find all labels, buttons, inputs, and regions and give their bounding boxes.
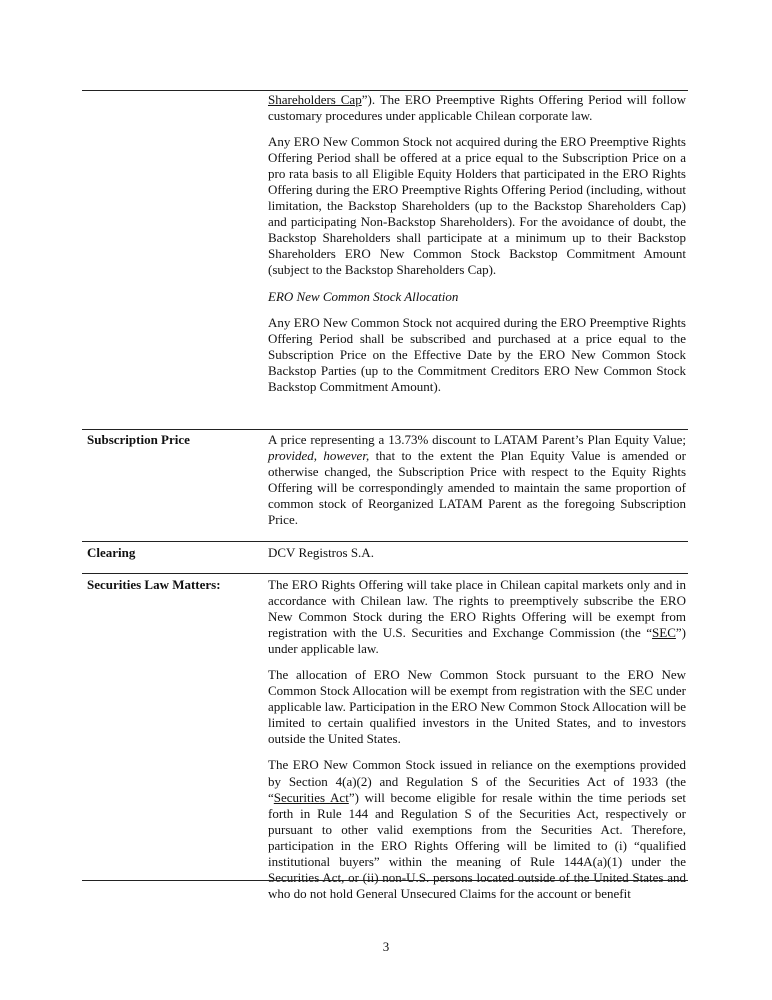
defined-term-sec: SEC [652, 625, 676, 641]
subheading-allocation: ERO New Common Stock Allocation [268, 288, 459, 304]
continuation-paragraph-3: Any ERO New Common Stock not acquired during the ERO Preemptive Rights Offering Period shall be subscribed and purchased at a price equal to the Subscription Price on the Effective Date by the ERO New Common Stock Backstop Parties (up to the Commitment Creditors ERO New Common Stock Backstop Commitment Amount). [268, 314, 686, 394]
label-securities-law-matters: Securities Law Matters: [87, 577, 221, 592]
table-rule-bottom [82, 880, 688, 881]
table-rule-subscription [82, 429, 688, 430]
page-number: 3 [382, 939, 390, 954]
clearing-value: DCV Registros S.A. [268, 545, 374, 560]
table-rule-clearing [82, 541, 688, 542]
continuation-paragraph-2: Any ERO New Common Stock not acquired during the ERO Preemptive Rights Offering Period shall be offered at a price equal to the Subscription Price on a pro rata basis to all Eligible Equity Holders that participated in the ERO Rights Offering during the ERO Preemptive Rights Offering Period (including, without limitation, the Backstop Shareholders (up to the Backstop Shareholders Cap) and participating Non-Backstop Shareholders). For the avoidance of doubt, the Backstop Shareholders shall participate at a minimum up to their Backstop Shareholders ERO New Common Stock Backstop Commitment Amount (subject to the Backstop Shareholders Cap). [268, 134, 686, 278]
subscription-price-text: A price representing a 13.73% discount to LATAM Parent’s Plan Equity Value; provided, however, that to the extent the Plan Equity Value is amended or otherwise changed, the Subscription Price with respect to the Equity Rights Offering will be correspondingly amended to maintain the same proportion of common stock of Reorganized LATAM Parent as the foregoing Subscription Price. [268, 432, 686, 528]
securities-law-paragraph-1: The ERO Rights Offering will take place in Chilean capital markets only and in accordance with Chilean law. The rights to preemptively subscribe the ERO New Common Stock during the ERO Rights Offering will be exempt from registration with the U.S. Securities and Exchange Commission (the “SEC”) under applicable law. [268, 577, 686, 657]
proviso-text: provided, however, [268, 448, 370, 464]
continuation-cell [268, 92, 686, 395]
table-rule-securities [82, 573, 688, 574]
defined-term-securities-act: Securities Act [273, 789, 349, 805]
subscription-price-cell [268, 432, 686, 528]
securities-law-paragraph-3: The ERO New Common Stock issued in reliance on the exemptions provided by Section 4(a)(2) and Regulation S of the Securities Act of 1933 (the “Securities Act”) will become eligible for resale within the time periods set forth in Rule 144 and Regulation S of the Securities Act, respectively or pursuant to other valid exemptions from the Securities Act. Therefore, participation in the ERO Rights Offering will be limited to (i) “qualified institutional buyers” within the meaning of Rule 144A(a)(1) under the Securities Act, or (ii) non-U.S. persons located outside of the United States and who do not hold General Unsecured Claims for the account or benefit [268, 757, 686, 901]
continuation-paragraph-1: Shareholders Cap”). The ERO Preemptive Rights Offering Period will follow customary procedures under applicable Chilean corporate law. [268, 92, 686, 124]
table-rule-top [82, 90, 688, 91]
securities-law-cell [268, 577, 686, 902]
clearing-cell [268, 545, 686, 561]
defined-term-shareholders-cap: Shareholders Cap [268, 92, 362, 107]
label-clearing: Clearing [87, 545, 136, 560]
label-subscription-price: Subscription Price [87, 432, 190, 447]
securities-law-paragraph-2: The allocation of ERO New Common Stock pursuant to the ERO New Common Stock Allocation will be exempt from registration with the SEC under applicable law. Participation in the ERO New Common Stock Allocation will be limited to certain qualified investors in the United States, and to investors outside the United States. [268, 667, 686, 747]
